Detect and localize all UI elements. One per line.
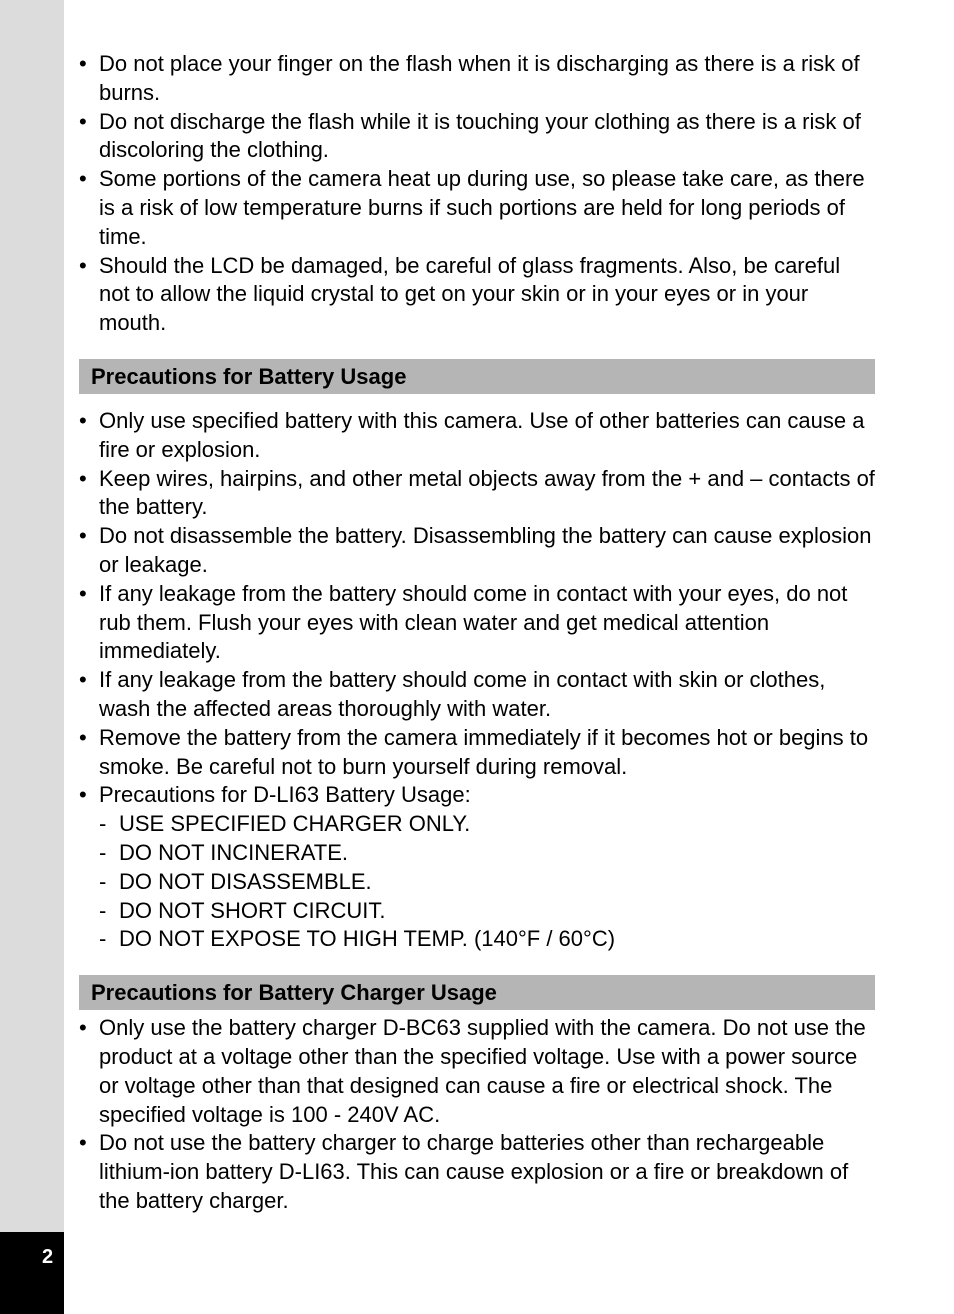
list-item: • Only use specified battery with this camera. Use of other batteries can cause a fire or explosion.: [79, 407, 875, 465]
sublist-intro: Precautions for D-LI63 Battery Usage:: [99, 782, 471, 808]
list-item: • If any leakage from the battery should come in contact with skin or clothes, wash the affected areas thoroughly with water.: [79, 666, 875, 724]
list-item: • Some portions of the camera heat up during use, so please take care, as there is a risk of low temperature burns if such portions are held for long periods of time.: [79, 165, 875, 251]
battery-warning-sublist: [99, 810, 875, 954]
charger-bullet-list: [79, 1014, 875, 1216]
list-item: • Keep wires, hairpins, and other metal objects away from the + and – contacts of the battery.: [79, 465, 875, 523]
battery-section-heading: Precautions for Battery Usage: [79, 359, 875, 394]
list-item: • Do not use the battery charger to charge batteries other than rechargeable lithium-ion battery D-LI63. This can cause explosion or a fire or breakdown of the battery charger.: [79, 1129, 875, 1215]
list-item: • Remove the battery from the camera immediately if it becomes hot or begins to smoke. Be careful not to burn yourself during removal.: [79, 724, 875, 782]
sub-list-item: - USE SPECIFIED CHARGER ONLY.: [99, 810, 875, 839]
sub-list-item: - DO NOT DISASSEMBLE.: [99, 868, 875, 897]
list-item: • Do not disassemble the battery. Disassembling the battery can cause explosion or leakage.: [79, 522, 875, 580]
sub-list-item: - DO NOT SHORT CIRCUIT.: [99, 897, 875, 926]
page-content: [79, 50, 875, 1216]
list-item-with-sublist: [79, 781, 875, 954]
list-item: • Should the LCD be damaged, be careful of glass fragments. Also, be careful not to allow the liquid crystal to get on your skin or in your eyes or in your mouth.: [79, 252, 875, 338]
side-margin-strip: [0, 0, 64, 1314]
list-item: • Do not discharge the flash while it is touching your clothing as there is a risk of discoloring the clothing.: [79, 108, 875, 166]
list-item: • Do not place your finger on the flash when it is discharging as there is a risk of burns.: [79, 50, 875, 108]
charger-section-heading: Precautions for Battery Charger Usage: [79, 975, 875, 1010]
sub-list-item: - DO NOT EXPOSE TO HIGH TEMP. (140°F / 60°C): [99, 925, 875, 954]
list-item: • Only use the battery charger D-BC63 supplied with the camera. Do not use the product at a voltage other than the specified voltage. Use with a power source or voltage other than that designed can cause a fire or electrical shock. The specified voltage is 100 - 240V AC.: [79, 1014, 875, 1129]
page-number-tab: [0, 1232, 64, 1314]
sub-list-item: - DO NOT INCINERATE.: [99, 839, 875, 868]
battery-bullet-list: [79, 407, 875, 954]
intro-bullet-list: [79, 50, 875, 338]
list-item: • If any leakage from the battery should come in contact with your eyes, do not rub them. Flush your eyes with clean water and get medical attention immediately.: [79, 580, 875, 666]
page-number: 2: [42, 1246, 54, 1268]
